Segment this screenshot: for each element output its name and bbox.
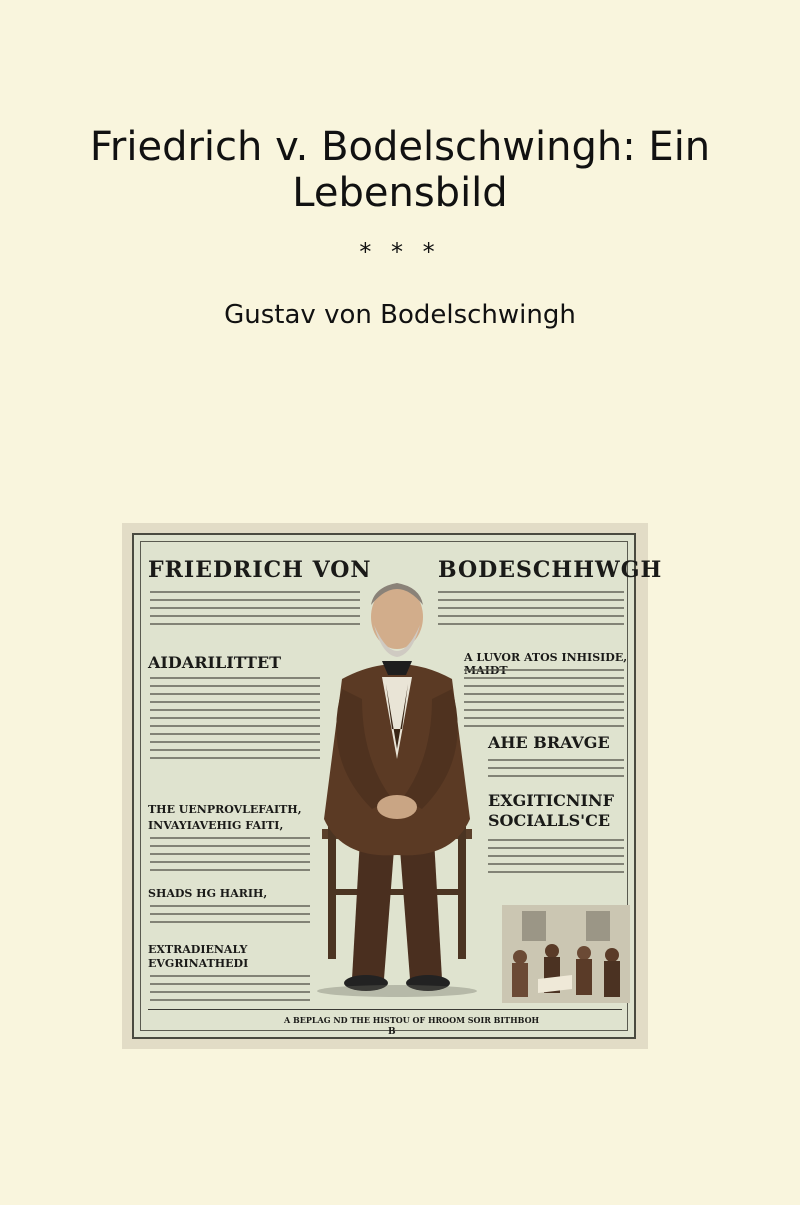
poster-section-7: SOCIALLS'CE [488, 811, 611, 830]
poster-section-1: AIDARILITTET [148, 653, 282, 672]
poster-section-4: INVAYIAVEHIG FAITI, [148, 819, 284, 832]
poster-heading-right: BODESCHHWGH [438, 557, 663, 583]
title-separator: * * * [359, 238, 441, 266]
poster-section-5: AHE BRAVGE [488, 733, 610, 752]
book-title: Friedrich v. Bodelschwingh: Ein Lebensbild [89, 124, 711, 216]
poster-section-6: EXGITICNINF [488, 791, 614, 810]
poster-page-mark: B [388, 1027, 396, 1037]
poster-heading-left: FRIEDRICH VON [148, 557, 372, 583]
poster-footer: A BEPLAG ND THE HISTOU OF HROOM SOIR BITHBOH [284, 1015, 540, 1025]
poster-section-10: EVGRINATHEDI [148, 957, 249, 970]
book-author: Gustav von Bodelschwingh [224, 300, 576, 330]
group-scene-illustration [502, 905, 630, 1003]
poster-frame [132, 533, 663, 1039]
poster-section-8: SHADS HG HARIH, [148, 887, 268, 900]
poster-section-2: A LUVOR ATOS INHISIDE, [464, 651, 628, 664]
poster-section-9: EXTRADIENALY [148, 943, 248, 956]
poster-section-3: THE UENPROVLEFAITH, [148, 803, 302, 816]
seated-man-illustration [302, 559, 492, 999]
cover-illustration [122, 523, 663, 1049]
